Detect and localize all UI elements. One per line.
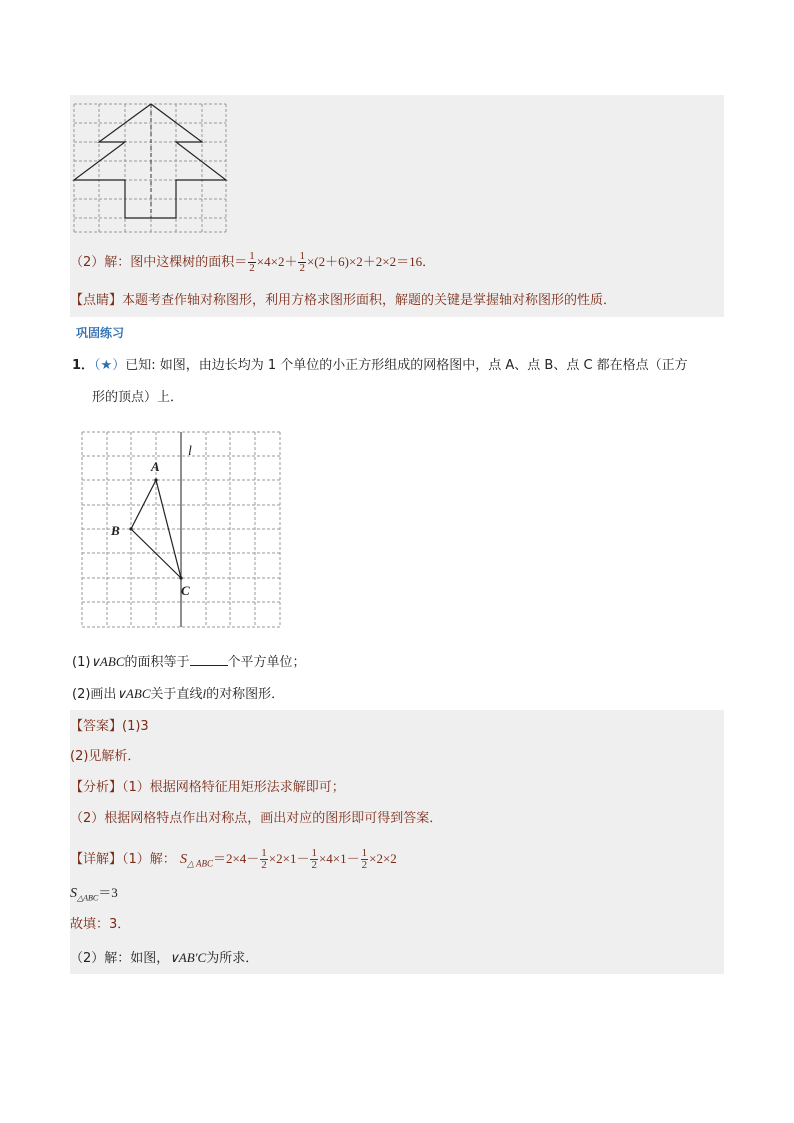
comment-tag: 【点睛】 bbox=[70, 293, 123, 308]
question2: (2)画出∨ABC关于直线l的对称图形． bbox=[72, 686, 285, 702]
difficulty-star: （★） bbox=[94, 358, 126, 373]
tree-comment bbox=[70, 286, 724, 316]
part2-answer: （2）解：如图，∨AB′C为所求． bbox=[70, 950, 259, 966]
detail-tag: 【详解】 bbox=[70, 852, 123, 867]
detail-fraction-3: $\frac{1}{2}$ bbox=[361, 847, 368, 871]
question1: (1)∨ABC的面积等于 个平方单位； bbox=[72, 654, 306, 670]
label-b: B bbox=[111, 523, 120, 538]
label-c: C bbox=[181, 583, 190, 598]
analysis-line1: 【分析】（1）根据网格特征用矩形法求解即可； bbox=[70, 780, 345, 795]
fraction-half-1: $\frac{1}{2}$ bbox=[249, 250, 255, 274]
tree-grid bbox=[74, 104, 226, 232]
problem1-line2: 形的顶点）上． bbox=[92, 390, 184, 405]
detail-fraction-1: $\frac{1}{2}$ bbox=[261, 847, 267, 871]
answer-line2: (2)见解析． bbox=[70, 749, 141, 764]
answer-line1: 【答案】(1)3 bbox=[70, 719, 149, 734]
answer-tag: 【答案】 bbox=[70, 719, 123, 734]
label-l: l bbox=[188, 444, 192, 459]
detail-line: 【详解】（1）解： $S_{\triangle ABC}=2\times 4-$ $\frac{1}{2}$ ×2×1－ $\frac{1}{2}$ ×4×1－ $\frac{1}{2}$ ×2×2 bbox=[70, 847, 397, 871]
area-result: $S_{\triangle ABC}=3$ bbox=[70, 885, 118, 903]
analysis-line2: （2）根据网格特点作出对称点，画出对应的图形即可得到答案． bbox=[70, 811, 443, 826]
detail-fraction-2: $\frac{1}{2}$ bbox=[311, 847, 317, 871]
fraction-half-2: $\frac{1}{2}$ bbox=[299, 250, 305, 274]
fill-answer: 故填：3． bbox=[70, 917, 131, 932]
tree-area-answer: （2）解：图中这棵树的面积＝ $\frac{1}{2}$ ×4×2＋ $\frac{1}{2}$ ×(2＋6)×2＋2×2＝16． bbox=[70, 250, 436, 274]
comment-text: 本题考查作轴对称图形，利用方格求图形面积，解题的关键是掌握轴对称图形的性质． bbox=[122, 293, 617, 308]
tree-figure bbox=[72, 101, 230, 235]
triangle-figure bbox=[78, 428, 284, 632]
analysis-tag: 【分析】 bbox=[70, 780, 123, 795]
answer-blank bbox=[190, 653, 228, 666]
label-a: A bbox=[151, 459, 160, 474]
tree-answer-prefix: （2）解：图中这棵树的面积＝ bbox=[70, 255, 248, 270]
section-title: 巩固练习 bbox=[76, 326, 125, 340]
problem1-line1: 1．（★）已知: 如图，由边长均为 1 个单位的小正方形组成的网格图中，点 A、点 B、点 C 都在格点（正方 bbox=[72, 358, 688, 373]
